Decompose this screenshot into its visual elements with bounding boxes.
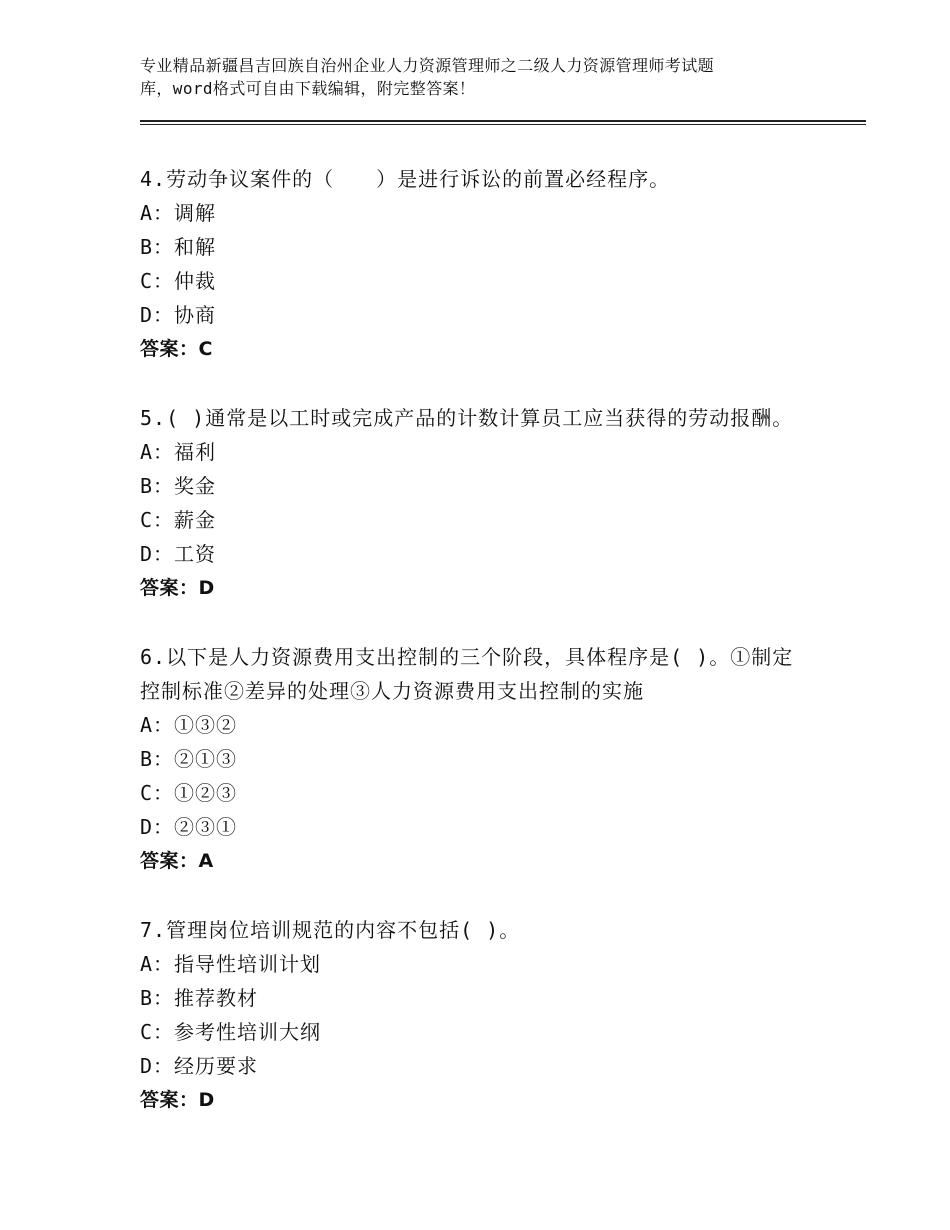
option-c: C：薪金	[140, 508, 217, 532]
option-a: A：①③②	[140, 713, 238, 737]
answer-line: 答案：C	[140, 338, 213, 360]
question-4	[140, 162, 840, 366]
header-divider-thick	[140, 120, 866, 122]
option-d: D：经历要求	[140, 1054, 259, 1078]
option-b: B：②①③	[140, 747, 238, 771]
option-d: D：②③①	[140, 815, 238, 839]
option-a: A：调解	[140, 201, 217, 225]
question-5	[140, 401, 840, 605]
question-7	[140, 913, 840, 1117]
header-line-1: 专业精品新疆昌吉回族自治州企业人力资源管理师之二级人力资源管理师考试题	[140, 56, 715, 75]
option-d: D：协商	[140, 303, 217, 327]
option-c: C：①②③	[140, 781, 238, 805]
option-c: C：参考性培训大纲	[140, 1020, 322, 1044]
option-c: C：仲裁	[140, 269, 217, 293]
option-b: B：推荐教材	[140, 986, 259, 1010]
option-a: A：福利	[140, 440, 217, 464]
option-d: D：工资	[140, 542, 217, 566]
question-stem-line-2: 控制标准②差异的处理③人力资源费用支出控制的实施	[140, 679, 644, 703]
option-b: B：奖金	[140, 474, 217, 498]
question-stem-line-1: 6.以下是人力资源费用支出控制的三个阶段，具体程序是( )。①制定	[140, 645, 794, 669]
option-a: A：指导性培训计划	[140, 952, 322, 976]
question-stem: 7.管理岗位培训规范的内容不包括( )。	[140, 918, 521, 942]
question-stem: 4.劳动争议案件的（ ）是进行诉讼的前置必经程序。	[140, 167, 671, 191]
question-6	[140, 640, 840, 878]
question-stem: 5.( )通常是以工时或完成产品的计数计算员工应当获得的劳动报酬。	[140, 406, 794, 430]
header-line-2: 库，word格式可自由下载编辑，附完整答案！	[140, 79, 476, 98]
answer-line: 答案：D	[140, 1089, 215, 1111]
header-divider-thin	[140, 124, 866, 125]
option-b: B：和解	[140, 235, 217, 259]
answer-line: 答案：A	[140, 850, 214, 872]
document-header	[140, 54, 840, 100]
answer-line: 答案：D	[140, 577, 215, 599]
